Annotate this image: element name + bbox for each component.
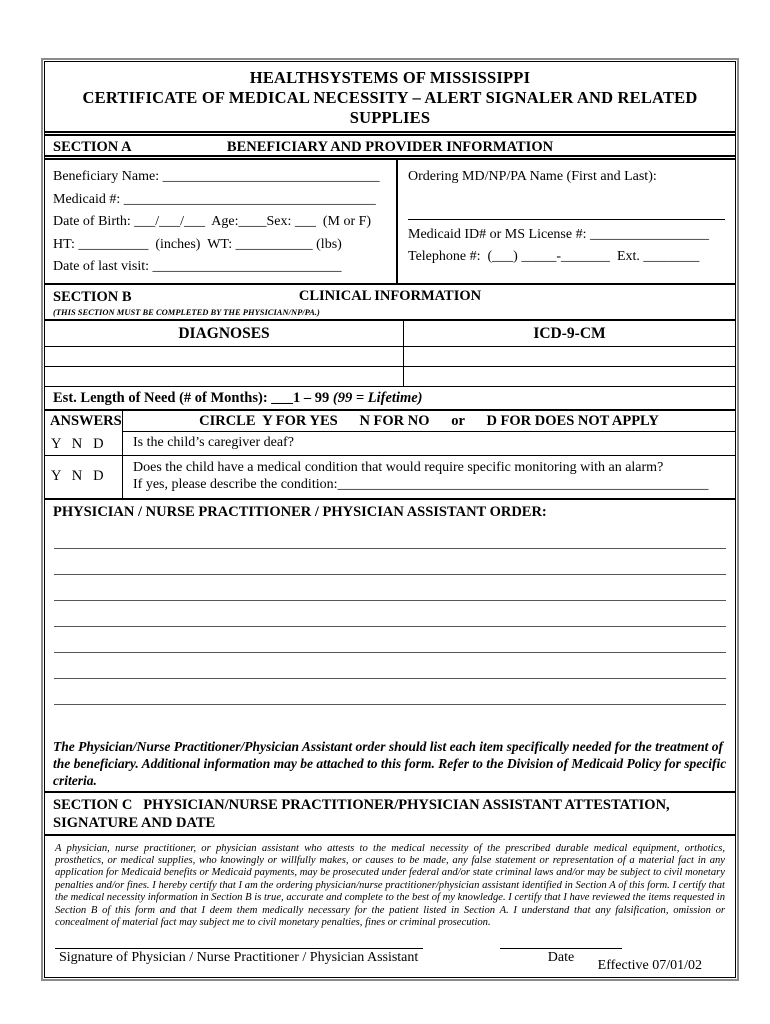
diagnoses-column-header: DIAGNOSES bbox=[45, 321, 404, 346]
form-title-certificate: CERTIFICATE OF MEDICAL NECESSITY – ALERT SIGNALER AND RELATED SUPPLIES bbox=[82, 88, 698, 127]
ordering-provider-name-field[interactable] bbox=[408, 203, 725, 220]
provider-info-panel bbox=[398, 160, 735, 283]
order-rule-line-7[interactable] bbox=[54, 679, 726, 705]
section-a-label: SECTION A bbox=[53, 139, 132, 155]
order-spacer bbox=[53, 705, 727, 737]
answers-block-top bbox=[45, 411, 735, 456]
answers-column-header: ANSWERS bbox=[50, 412, 122, 429]
questions-column bbox=[123, 411, 735, 455]
section-b-label: SECTION B bbox=[53, 288, 132, 305]
est-length-label: Est. Length of Need (# of Months): ___1 – 99 bbox=[53, 389, 333, 406]
cmn-form bbox=[44, 61, 736, 978]
icd9cm-column-header: ICD-9-CM bbox=[533, 324, 606, 342]
icd9cm-2-cell[interactable] bbox=[404, 367, 735, 386]
signature-line[interactable] bbox=[55, 948, 423, 949]
physician-order-heading: PHYSICIAN / NURSE PRACTITIONER / PHYSICIAN ASSISTANT ORDER: bbox=[53, 503, 547, 520]
answers-column-row-2 bbox=[45, 456, 123, 498]
beneficiary-name-field[interactable]: Beneficiary Name: _______________________________ bbox=[53, 169, 380, 184]
section-b-heading: CLINICAL INFORMATION bbox=[298, 287, 482, 304]
est-length-lifetime-note: (99 = Lifetime) bbox=[332, 389, 423, 406]
order-rule-line-2[interactable] bbox=[54, 549, 726, 575]
section-b-note: (THIS SECTION MUST BE COMPLETED BY THE PHYSICIAN/NP/PA.) bbox=[53, 306, 320, 317]
answers-block-row-2 bbox=[45, 456, 735, 500]
date-label: Date bbox=[547, 950, 575, 966]
medicaid-number-field[interactable]: Medicaid #: ____________________________________ bbox=[53, 191, 376, 207]
date-of-birth-age-sex-field[interactable]: Date of Birth: ___/___/___ Age:____Sex: ___ (M or F) bbox=[53, 214, 372, 229]
diagnosis-2-cell[interactable] bbox=[45, 367, 404, 386]
order-rule-line-3[interactable] bbox=[54, 575, 726, 601]
question-2-line-1: Does the child have a medical condition that would require specific monitoring with an alarm? bbox=[133, 459, 664, 475]
ordering-provider-name-label: Ordering MD/NP/PA Name (First and Last): bbox=[408, 169, 657, 184]
est-length-of-need-field[interactable] bbox=[45, 387, 735, 411]
section-c-header bbox=[45, 793, 735, 836]
order-rule-line-1[interactable] bbox=[54, 523, 726, 549]
section-a-heading: BENEFICIARY AND PROVIDER INFORMATION bbox=[226, 139, 554, 155]
beneficiary-info-panel bbox=[45, 160, 398, 283]
date-line[interactable] bbox=[500, 948, 622, 949]
question-1-caregiver-deaf: Is the child’s caregiver deaf? bbox=[133, 434, 294, 450]
question-2-medical-condition bbox=[123, 456, 735, 498]
form-title-org: HEALTHSYSTEMS OF MISSISSIPPI bbox=[249, 68, 531, 87]
order-rule-line-6[interactable] bbox=[54, 653, 726, 679]
diagnosis-1-cell[interactable] bbox=[45, 347, 404, 366]
attestation-paragraph: A physician, nurse practitioner, or physician assistant who attests to the medical necessity of the prescribed durable medical equipment, orthotics, prosthetics, or medical supplies, who knowingly or willfully makes, or causes to be made, any false statement or representation of a material fact in any application for Medicaid benefits or Medicaid payments, may be prosecuted under federal and/or state criminal laws and/or may be subject to civil monetary penalties and/or fines. I hereby certify that I am the ordering physician/nurse practitioner/physician assistant identified in Section A of this form. I certify that the medical necessity information in Section B is true, accurate and complete to the best of my knowledge. I certify that I have reviewed the items requested in Section B of this form and that I deem them medically necessary for the patient listed in Section A. I understand that any falsification, omission or concealment of material fact may subject me to civil monetary penalties, fines or criminal prosecution. bbox=[55, 842, 725, 928]
section-a-header bbox=[45, 136, 735, 160]
telephone-field[interactable]: Telephone #: (___) _____-_______ Ext. ________ bbox=[408, 249, 700, 264]
date-last-visit-field[interactable]: Date of last visit: ___________________________ bbox=[53, 259, 342, 274]
questions-column-row-2 bbox=[123, 456, 735, 498]
diagnoses-row-2 bbox=[45, 367, 735, 387]
medicaid-id-license-field[interactable]: Medicaid ID# or MS License #: _________________ bbox=[408, 226, 709, 242]
diagnoses-table-header bbox=[45, 321, 735, 347]
answers-column bbox=[45, 411, 123, 455]
question-2-describe-condition-field[interactable]: If yes, please describe the condition:_____________________________________________________ bbox=[133, 477, 709, 492]
section-a-content bbox=[45, 160, 735, 285]
signature-label: Signature of Physician / Nurse Practitioner / Physician Assistant bbox=[59, 950, 419, 966]
ynd-selector-question-2[interactable]: Y N D bbox=[51, 468, 104, 484]
height-weight-field[interactable]: HT: __________ (inches) WT: ___________ (lbs) bbox=[53, 236, 342, 252]
physician-order-write-area bbox=[53, 523, 727, 705]
ynd-selector-question-1[interactable]: Y N D bbox=[51, 435, 104, 452]
section-c-heading: SECTION C PHYSICIAN/NURSE PRACTITIONER/PHYSICIAN ASSISTANT ATTESTATION, SIGNATURE AND DATE bbox=[53, 796, 674, 831]
form-title-block bbox=[45, 62, 735, 136]
diagnoses-row-1 bbox=[45, 347, 735, 367]
order-rule-line-4[interactable] bbox=[54, 601, 726, 627]
circle-instructions: CIRCLE Y FOR YES N FOR NO or D FOR DOES NOT APPLY bbox=[123, 411, 735, 432]
effective-date-footer: Effective 07/01/02 bbox=[597, 958, 702, 973]
physician-order-note: The Physician/Nurse Practitioner/Physician Assistant order should list each item specifically needed for the treatment of the beneficiary. Additional information may be attached to this form. Refer to the Division of Medicaid Policy for specific criteria. bbox=[45, 737, 735, 793]
icd9cm-1-cell[interactable] bbox=[404, 347, 735, 366]
physician-order-section bbox=[45, 500, 735, 737]
section-b-header bbox=[45, 285, 735, 321]
order-rule-line-5[interactable] bbox=[54, 627, 726, 653]
